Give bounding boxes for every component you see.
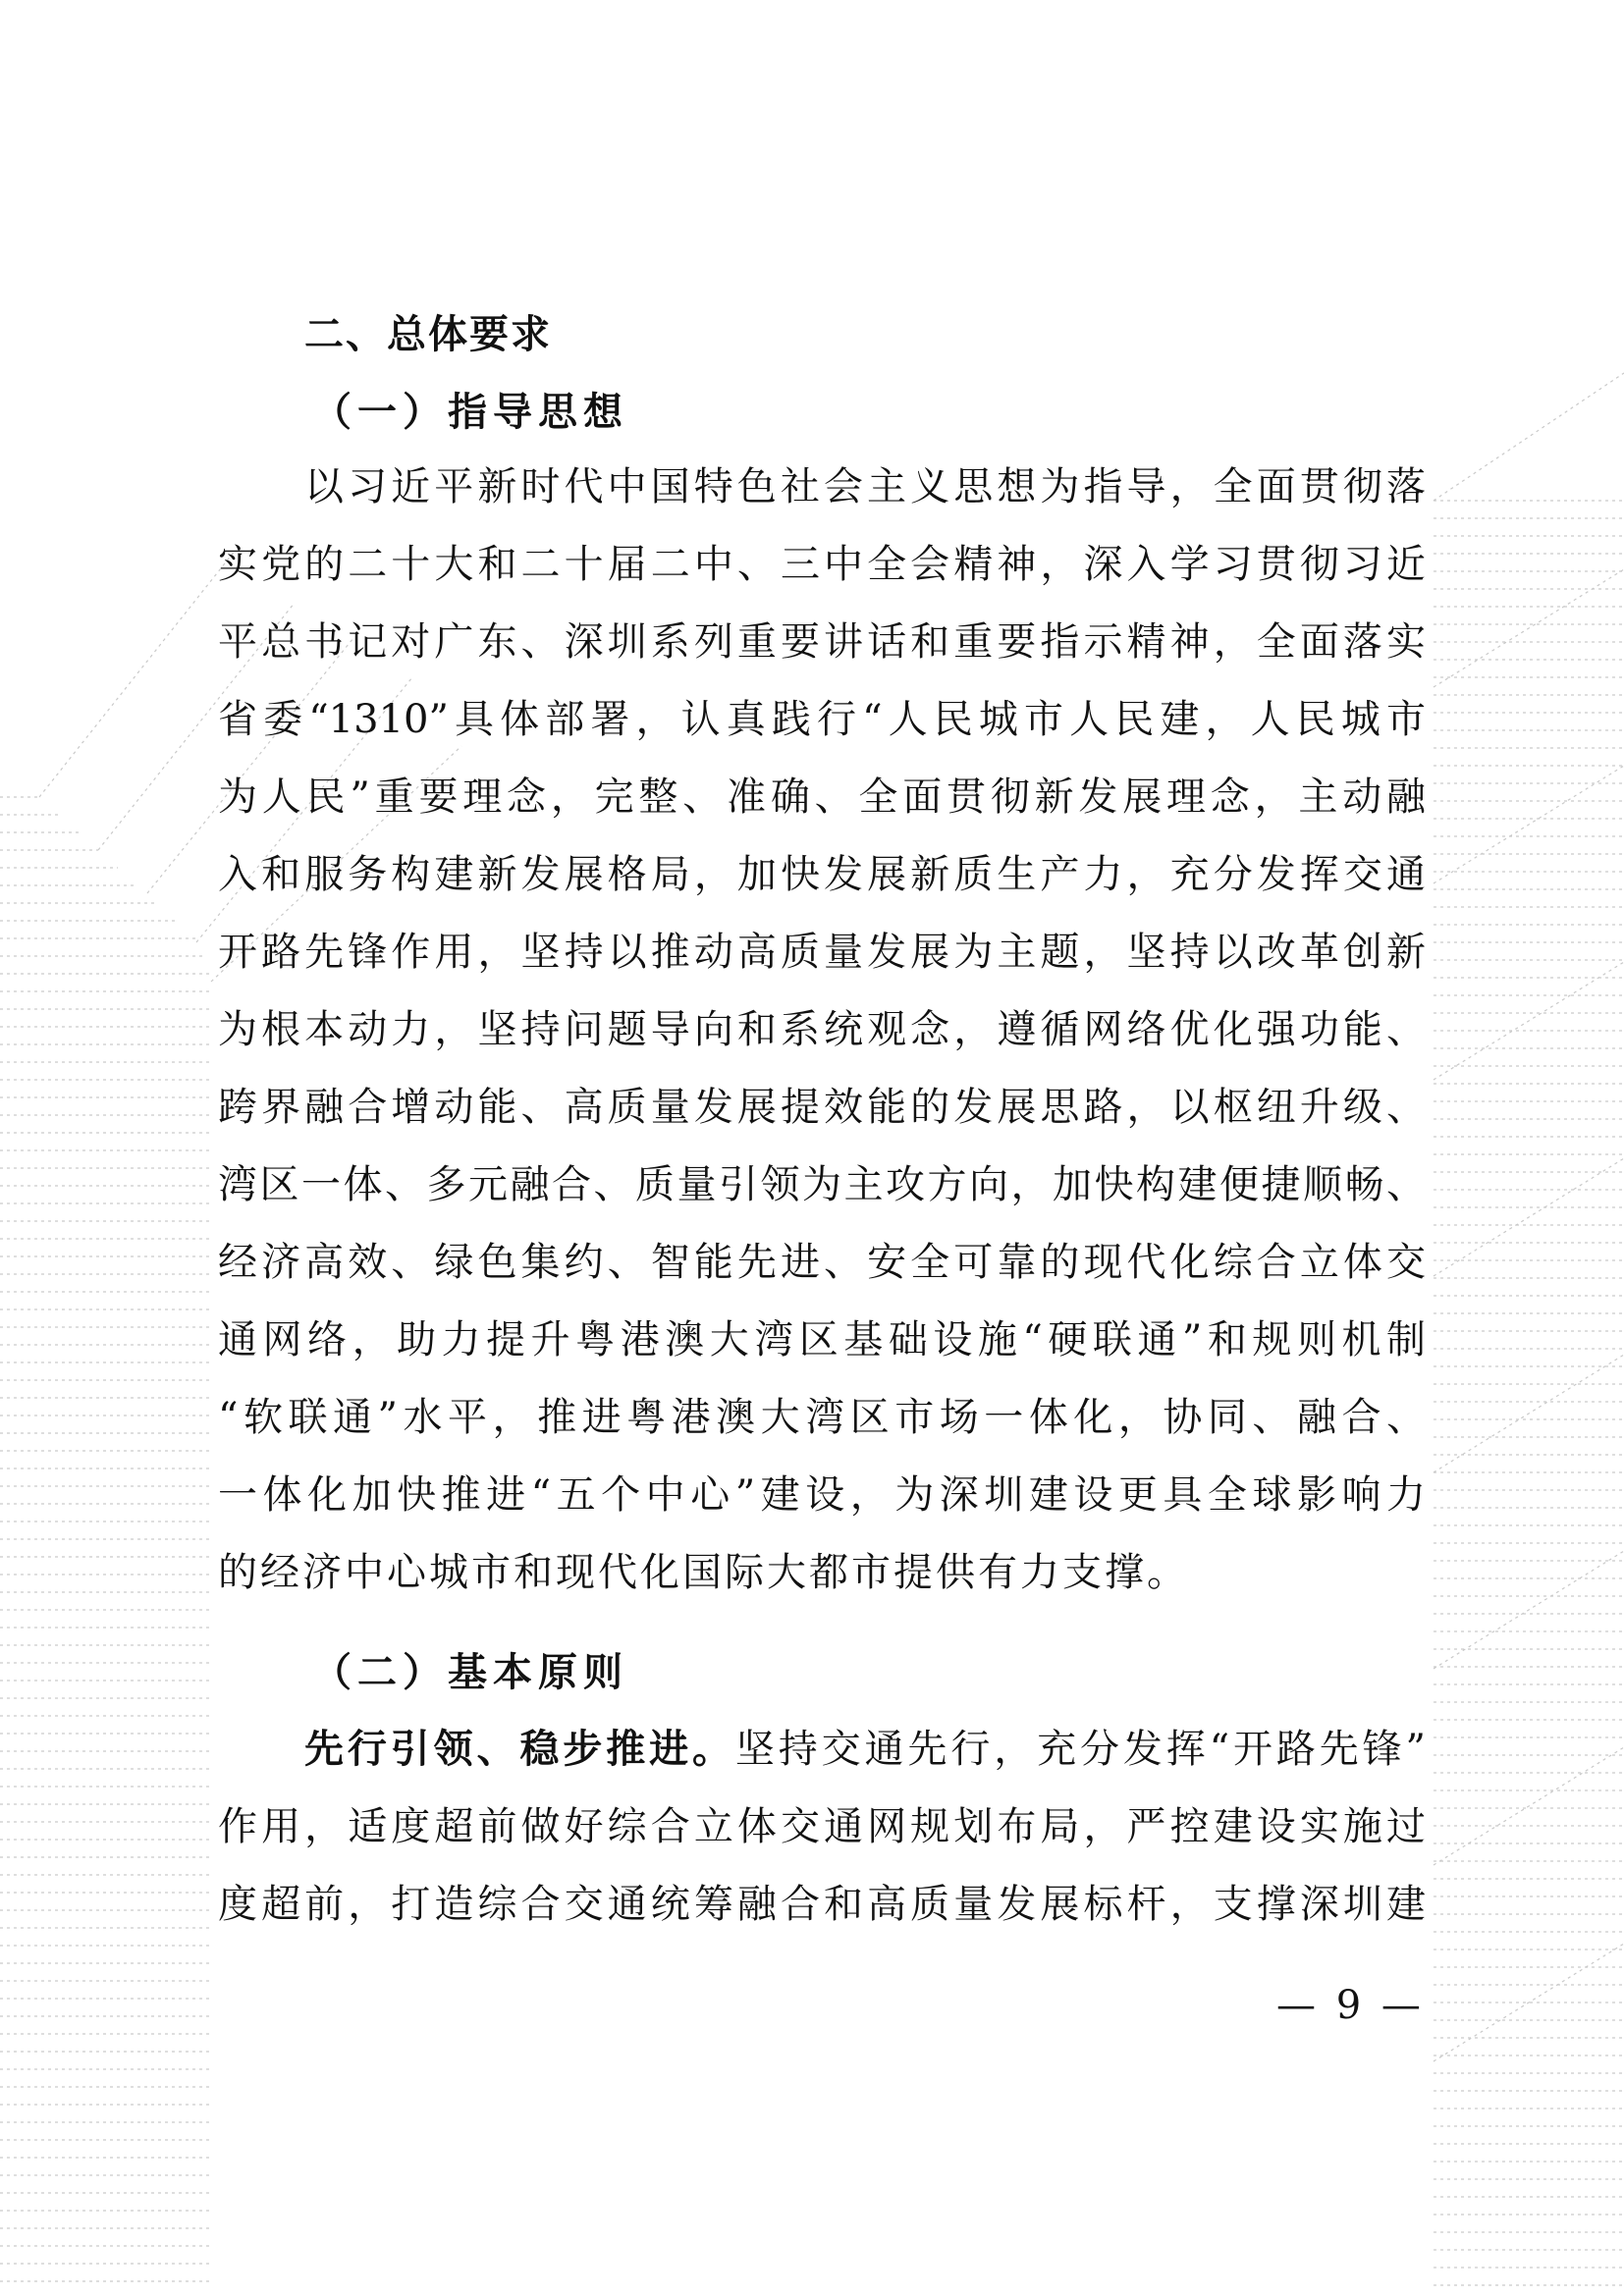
principle-first-line <box>304 1720 1426 1779</box>
paragraph-line: 为根本动力，坚持问题导向和系统观念，遵循网络优化强功能、 <box>218 1007 1426 1052</box>
paragraph-line: 跨界融合增动能、高质量发展提效能的发展思路，以枢纽升级、 <box>218 1085 1426 1130</box>
paragraph-line: 以习近平新时代中国特色社会主义思想为指导，全面贯彻落 <box>304 464 1426 509</box>
paragraph-line: 一体化加快推进“五个中心”建设，为深圳建设更具全球影响力 <box>218 1472 1426 1518</box>
paragraph-line: 通网络，助力提升粤港澳大湾区基础设施“硬联通”和规则机制 <box>218 1317 1426 1362</box>
paragraph-line: “软联通”水平，推进粤港澳大湾区市场一体化，协同、融合、 <box>218 1395 1426 1440</box>
guiding-ideology-heading: （一）指导思想 <box>312 389 628 435</box>
page-number: — 9 — <box>1276 1983 1425 2028</box>
paragraph-line: 为人民”重要理念，完整、准确、全面贯彻新发展理念，主动融 <box>218 774 1426 820</box>
paragraph-line: 开路先锋作用，坚持以推动高质量发展为主题，坚持以改革创新 <box>218 930 1426 975</box>
paragraph-line: 作用，适度超前做好综合立体交通网规划布局，严控建设实施过 <box>218 1804 1426 1849</box>
paragraph-line: 度超前，打造综合交通统筹融合和高质量发展标杆，支撑深圳建 <box>218 1882 1426 1927</box>
paragraph-line: 平总书记对广东、深圳系列重要讲话和重要指示精神，全面落实 <box>218 619 1426 665</box>
paragraph-line: 经济高效、绿色集约、智能先进、安全可靠的现代化综合立体交 <box>218 1240 1426 1285</box>
paragraph-line: 湾区一体、多元融合、质量引领为主攻方向，加快构建便捷顺畅、 <box>218 1162 1426 1207</box>
principle-first-text: 坚持交通先行，充分发挥“开路先锋” <box>734 1727 1427 1772</box>
paragraph-line: 的经济中心城市和现代化国际大都市提供有力支撑。 <box>218 1550 1189 1595</box>
basic-principles-heading: （二）基本原则 <box>312 1649 628 1695</box>
paragraph-line: 省委“1310”具体部署，认真践行“人民城市人民建，人民城市 <box>218 697 1426 742</box>
principle-lead: 先行引领、稳步推进。 <box>304 1727 735 1772</box>
paragraph-line: 入和服务构建新发展格局，加快发展新质生产力，充分发挥交通 <box>218 852 1426 897</box>
section-heading: 二、总体要求 <box>304 312 552 357</box>
paragraph-line: 实党的二十大和二十届二中、三中全会精神，深入学习贯彻习近 <box>218 542 1426 587</box>
